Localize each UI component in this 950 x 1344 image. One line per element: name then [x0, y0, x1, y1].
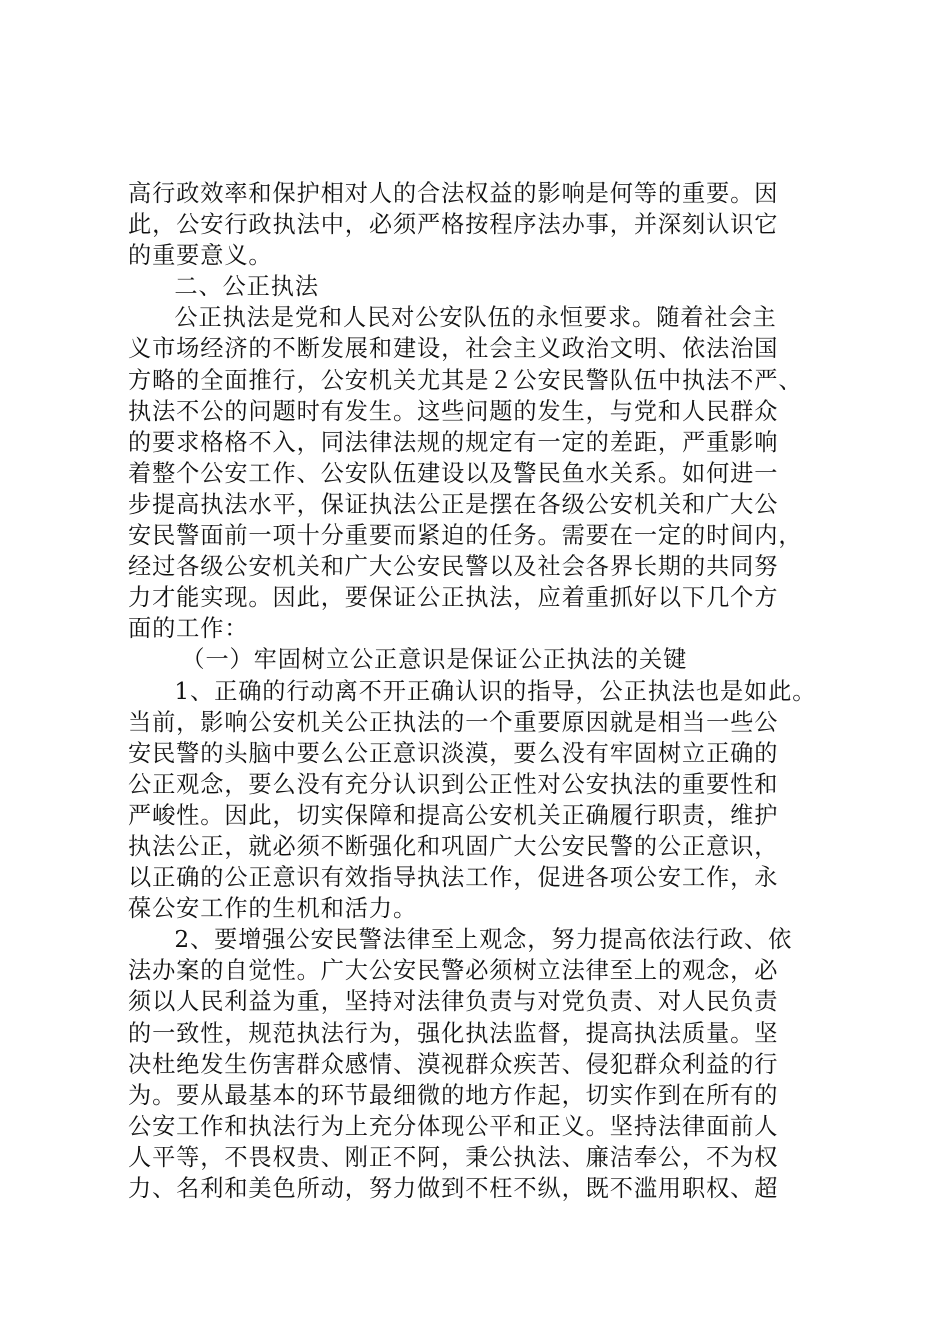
document-body: [128, 178, 850, 1204]
paragraph-intro: [128, 302, 850, 644]
paragraph-continuation: [128, 178, 850, 271]
text-line: 以正确的公正意识有效指导执法工作，促进各项公安工作，永: [128, 864, 779, 892]
text-line: 公正观念，要么没有充分认识到公正性对公安执法的重要性和: [128, 770, 779, 798]
text-line: 力才能实现。因此，要保证公正执法，应着重抓好以下几个方: [128, 584, 779, 612]
text-line: 安民警的头脑中要么公正意识淡漠，要么没有牢固树立正确的: [128, 739, 779, 767]
paragraph-point-2: [128, 924, 850, 1204]
text-line: 面的工作：: [128, 615, 249, 643]
section-heading: 二、公正执法: [174, 273, 319, 301]
text-line: 此，公安行政执法中，必须严格按程序法办事，并深刻认识它: [128, 211, 779, 239]
text-line: 法办案的自觉性。广大公安民警必须树立法律至上的观念，必: [128, 957, 779, 985]
text-line: 人平等，不畏权贵、刚正不阿，秉公执法、廉洁奉公，不为权: [128, 1143, 779, 1171]
text-line: 的重要意义。: [128, 242, 273, 270]
text-line: 须以人民利益为重，坚持对法律负责与对党负责、对人民负责: [128, 988, 779, 1016]
text-line: 公安工作和执法行为上充分体现公平和正义。坚持法律面前人: [128, 1112, 779, 1140]
text-line: 着整个公安工作、公安队伍建设以及警民鱼水关系。如何进一: [128, 459, 779, 487]
text-line: 义市场经济的不断发展和建设，社会主义政治文明、依法治国: [128, 335, 779, 363]
text-line: 当前，影响公安机关公正执法的一个重要原因就是相当一些公: [128, 708, 779, 736]
text-line: 决杜绝发生伤害群众感情、漠视群众疾苦、侵犯群众利益的行: [128, 1050, 779, 1078]
text-line: 步提高执法水平，保证执法公正是摆在各级公安机关和广大公: [128, 490, 779, 518]
text-line: 2、要增强公安民警法律至上观念，努力提高依法行政、依: [174, 926, 793, 954]
subsection-heading: （一）牢固树立公正意识是保证公正执法的关键: [181, 646, 688, 674]
text-line: 葆公安工作的生机和活力。: [128, 895, 418, 923]
text-line: 公正执法是党和人民对公安队伍的永恒要求。随着社会主: [174, 304, 777, 332]
text-line: 严峻性。因此，切实保障和提高公安机关正确履行职责，维护: [128, 801, 779, 829]
text-line: 力、名利和美色所动，努力做到不枉不纵，既不滥用职权、超: [128, 1175, 779, 1202]
text-line: 方略的全面推行，公安机关尤其是２公安民警队伍中执法不严、: [128, 366, 803, 394]
text-line: 高行政效率和保护相对人的合法权益的影响是何等的重要。因: [128, 180, 779, 207]
text-line: 经过各级公安机关和广大公安民警以及社会各界长期的共同努: [128, 553, 779, 581]
text-line: 安民警面前一项十分重要而紧迫的任务。需要在一定的时间内，: [128, 522, 803, 550]
paragraph-point-1: [128, 676, 850, 925]
text-line: 的要求格格不入，同法律法规的规定有一定的差距，严重影响: [128, 428, 779, 456]
text-line: 执法公正，就必须不断强化和巩固广大公安民警的公正意识，: [128, 832, 779, 860]
text-line: 为。要从最基本的环节最细微的地方作起，切实作到在所有的: [128, 1081, 779, 1109]
text-line: 的一致性，规范执法行为，强化执法监督，提高执法质量。坚: [128, 1019, 779, 1047]
text-line: 执法不公的问题时有发生。这些问题的发生，与党和人民群众: [128, 397, 779, 425]
text-line: 1、正确的行动离不开正确认识的指导，公正执法也是如此。: [174, 677, 817, 705]
